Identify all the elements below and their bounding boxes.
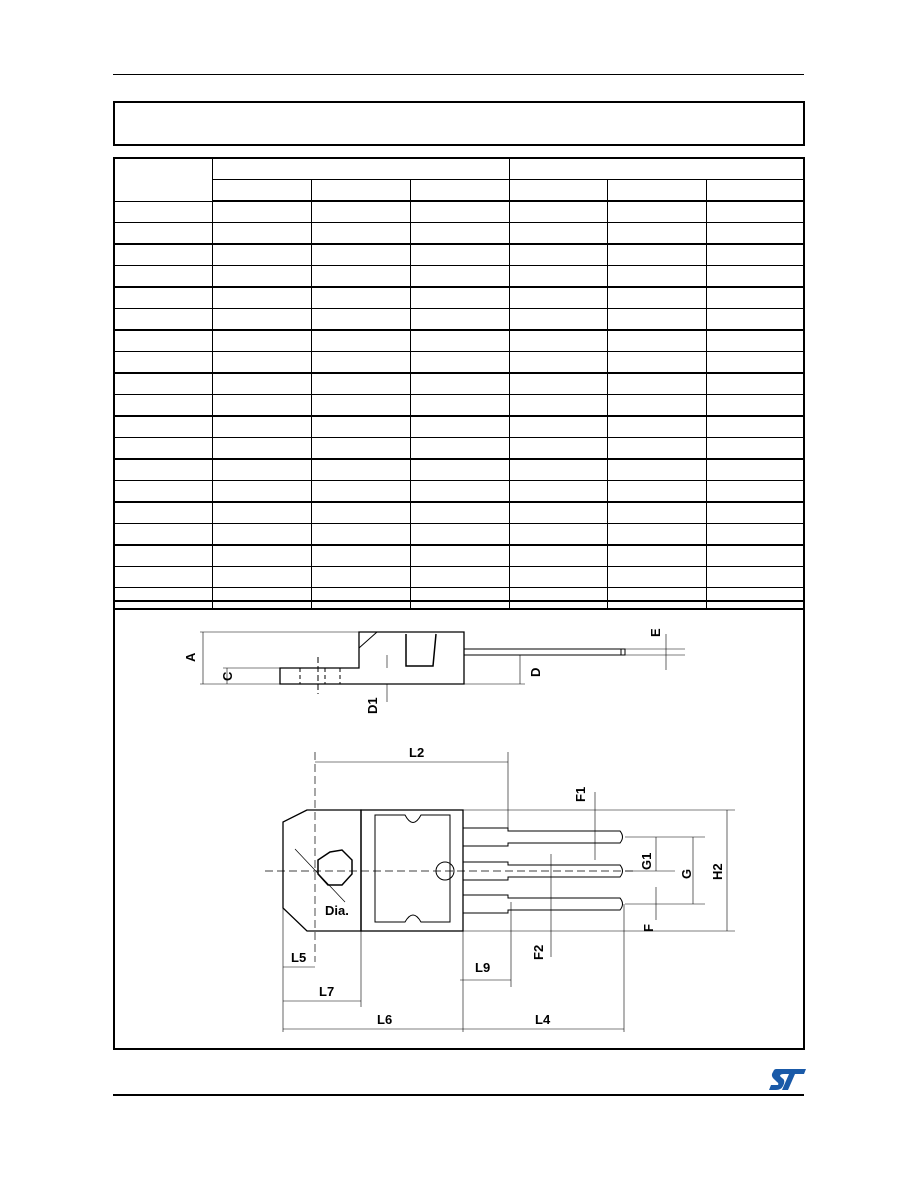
table-cell bbox=[311, 352, 410, 374]
table-cell bbox=[706, 330, 804, 352]
header-cell bbox=[607, 180, 706, 202]
table-cell bbox=[114, 373, 212, 395]
table-cell bbox=[509, 201, 607, 223]
header-rule bbox=[113, 74, 804, 75]
table-cell bbox=[607, 201, 706, 223]
table-cell bbox=[607, 416, 706, 438]
table-cell bbox=[410, 201, 509, 223]
table-cell bbox=[509, 244, 607, 266]
table-cell bbox=[607, 481, 706, 503]
table-cell bbox=[607, 502, 706, 524]
table-cell bbox=[410, 567, 509, 588]
table-row bbox=[114, 438, 804, 460]
dim-label-a: A bbox=[183, 652, 198, 662]
table-cell bbox=[311, 438, 410, 460]
header-cell bbox=[311, 180, 410, 202]
table-row bbox=[114, 266, 804, 288]
table-cell bbox=[212, 201, 311, 223]
table-cell bbox=[311, 395, 410, 417]
table-row bbox=[114, 416, 804, 438]
dim-label-l4: L4 bbox=[535, 1012, 551, 1027]
table-cell bbox=[114, 223, 212, 245]
table-cell bbox=[212, 545, 311, 567]
table-cell bbox=[706, 567, 804, 588]
table-cell bbox=[410, 438, 509, 460]
table-cell bbox=[607, 223, 706, 245]
table-cell bbox=[114, 502, 212, 524]
table-cell bbox=[114, 309, 212, 331]
table-cell bbox=[212, 395, 311, 417]
table-cell bbox=[114, 201, 212, 223]
table-cell bbox=[212, 567, 311, 588]
table-cell bbox=[607, 524, 706, 546]
table-cell bbox=[114, 416, 212, 438]
dim-label-e: E bbox=[648, 628, 663, 637]
dim-label-dia: Dia. bbox=[325, 903, 349, 918]
package-outline-drawing bbox=[115, 602, 803, 1048]
table-cell bbox=[212, 524, 311, 546]
table-cell bbox=[114, 287, 212, 309]
table-cell bbox=[706, 352, 804, 374]
header-cell bbox=[706, 180, 804, 202]
table-cell bbox=[311, 416, 410, 438]
table-cell bbox=[410, 223, 509, 245]
table-cell bbox=[410, 330, 509, 352]
table-cell bbox=[509, 567, 607, 588]
dim-label-h2: H2 bbox=[710, 863, 725, 880]
table-cell bbox=[311, 459, 410, 481]
dim-label-f2: F2 bbox=[531, 944, 546, 960]
table-cell bbox=[212, 352, 311, 374]
table-row bbox=[114, 373, 804, 395]
front-view bbox=[265, 752, 735, 1032]
table-cell bbox=[509, 459, 607, 481]
table-cell bbox=[509, 481, 607, 503]
dim-label-l7: L7 bbox=[319, 984, 335, 999]
dim-label-l9: L9 bbox=[475, 960, 491, 975]
table-cell bbox=[509, 309, 607, 331]
dim-label-d1: D1 bbox=[365, 697, 380, 714]
table-cell bbox=[509, 502, 607, 524]
table-cell bbox=[114, 459, 212, 481]
table-cell bbox=[607, 545, 706, 567]
table-cell bbox=[410, 309, 509, 331]
table-cell bbox=[607, 459, 706, 481]
table-cell bbox=[509, 524, 607, 546]
table-cell bbox=[607, 309, 706, 331]
table-cell bbox=[114, 395, 212, 417]
table-cell bbox=[114, 545, 212, 567]
table-cell bbox=[706, 201, 804, 223]
table-cell bbox=[607, 567, 706, 588]
table-cell bbox=[114, 524, 212, 546]
table-cell bbox=[706, 459, 804, 481]
table-cell bbox=[212, 416, 311, 438]
table-cell bbox=[607, 330, 706, 352]
header-cell-dim bbox=[114, 158, 212, 201]
table-header-row bbox=[114, 158, 804, 180]
table-row bbox=[114, 352, 804, 374]
table-cell bbox=[114, 352, 212, 374]
table-row bbox=[114, 223, 804, 245]
table-title-box bbox=[113, 101, 805, 146]
table-row bbox=[114, 481, 804, 503]
table-cell bbox=[212, 287, 311, 309]
table-cell bbox=[607, 395, 706, 417]
table-cell bbox=[212, 330, 311, 352]
table-cell bbox=[311, 201, 410, 223]
table-cell bbox=[311, 481, 410, 503]
table-cell bbox=[410, 266, 509, 288]
dim-label-c: C bbox=[220, 671, 235, 681]
dim-label-d: D bbox=[528, 667, 543, 677]
dimension-table bbox=[113, 157, 805, 610]
table-row bbox=[114, 502, 804, 524]
table-cell bbox=[212, 223, 311, 245]
table-cell bbox=[410, 395, 509, 417]
table-row bbox=[114, 287, 804, 309]
table-cell bbox=[311, 373, 410, 395]
table-cell bbox=[410, 524, 509, 546]
table-cell bbox=[410, 481, 509, 503]
table-cell bbox=[706, 309, 804, 331]
table-cell bbox=[706, 502, 804, 524]
table-cell bbox=[706, 287, 804, 309]
table-body bbox=[114, 201, 804, 609]
table-row bbox=[114, 395, 804, 417]
table-cell bbox=[114, 481, 212, 503]
table-cell bbox=[212, 266, 311, 288]
st-logo-icon bbox=[768, 1066, 808, 1097]
table-row bbox=[114, 524, 804, 546]
table-cell bbox=[311, 244, 410, 266]
table-cell bbox=[706, 244, 804, 266]
table-subheader-row bbox=[114, 180, 804, 202]
table-cell bbox=[212, 481, 311, 503]
table-cell bbox=[509, 545, 607, 567]
table-cell bbox=[410, 373, 509, 395]
table-cell bbox=[311, 545, 410, 567]
footer-rule bbox=[113, 1094, 804, 1096]
table-cell bbox=[509, 352, 607, 374]
table-cell bbox=[607, 266, 706, 288]
table-cell bbox=[706, 545, 804, 567]
table-cell bbox=[311, 502, 410, 524]
table-cell bbox=[410, 416, 509, 438]
table-cell bbox=[607, 287, 706, 309]
table-cell bbox=[410, 287, 509, 309]
table-cell bbox=[410, 545, 509, 567]
dim-label-l5: L5 bbox=[291, 950, 307, 965]
header-cell-group-2 bbox=[509, 158, 804, 180]
table-row bbox=[114, 309, 804, 331]
dim-label-l2: L2 bbox=[409, 745, 425, 760]
table-cell bbox=[509, 223, 607, 245]
table-cell bbox=[114, 567, 212, 588]
table-cell bbox=[212, 502, 311, 524]
table-cell bbox=[114, 438, 212, 460]
header-cell-group-1 bbox=[212, 158, 509, 180]
dim-label-f: F bbox=[641, 924, 656, 932]
table-cell bbox=[706, 266, 804, 288]
table-cell bbox=[509, 287, 607, 309]
table-cell bbox=[509, 330, 607, 352]
dim-label-g1: G1 bbox=[639, 852, 654, 870]
table-cell bbox=[509, 438, 607, 460]
table-cell bbox=[212, 373, 311, 395]
table-row bbox=[114, 330, 804, 352]
table-cell bbox=[706, 524, 804, 546]
table-cell bbox=[509, 373, 607, 395]
table-cell bbox=[311, 567, 410, 588]
package-drawing-box bbox=[113, 600, 805, 1050]
table-cell bbox=[311, 309, 410, 331]
dim-label-l6: L6 bbox=[377, 1012, 393, 1027]
table-cell bbox=[114, 244, 212, 266]
table-cell bbox=[410, 459, 509, 481]
table-cell bbox=[509, 266, 607, 288]
header-cell bbox=[410, 180, 509, 202]
dim-label-g: G bbox=[679, 868, 694, 879]
table-cell bbox=[706, 395, 804, 417]
table-cell bbox=[311, 223, 410, 245]
table-cell bbox=[410, 352, 509, 374]
table-cell bbox=[212, 244, 311, 266]
table-cell bbox=[607, 373, 706, 395]
table-cell bbox=[706, 373, 804, 395]
table-cell bbox=[311, 330, 410, 352]
table-cell bbox=[311, 287, 410, 309]
table-cell bbox=[410, 502, 509, 524]
table-row bbox=[114, 201, 804, 223]
table-cell bbox=[311, 524, 410, 546]
table-cell bbox=[114, 330, 212, 352]
table-cell bbox=[114, 266, 212, 288]
table-cell bbox=[212, 438, 311, 460]
table-cell bbox=[706, 416, 804, 438]
table-cell bbox=[410, 244, 509, 266]
table-row bbox=[114, 545, 804, 567]
table-row bbox=[114, 244, 804, 266]
table-cell bbox=[311, 266, 410, 288]
table-cell bbox=[706, 438, 804, 460]
table-cell bbox=[212, 459, 311, 481]
table-cell bbox=[607, 352, 706, 374]
table-row bbox=[114, 459, 804, 481]
table-cell bbox=[212, 309, 311, 331]
header-cell bbox=[509, 180, 607, 202]
table-cell bbox=[509, 395, 607, 417]
table-cell bbox=[509, 416, 607, 438]
table-cell bbox=[607, 244, 706, 266]
header-cell bbox=[212, 180, 311, 202]
dim-label-f1: F1 bbox=[573, 786, 588, 802]
table-cell bbox=[607, 438, 706, 460]
table-cell bbox=[706, 481, 804, 503]
table-row bbox=[114, 567, 804, 588]
table-cell bbox=[706, 223, 804, 245]
side-view bbox=[200, 632, 685, 702]
